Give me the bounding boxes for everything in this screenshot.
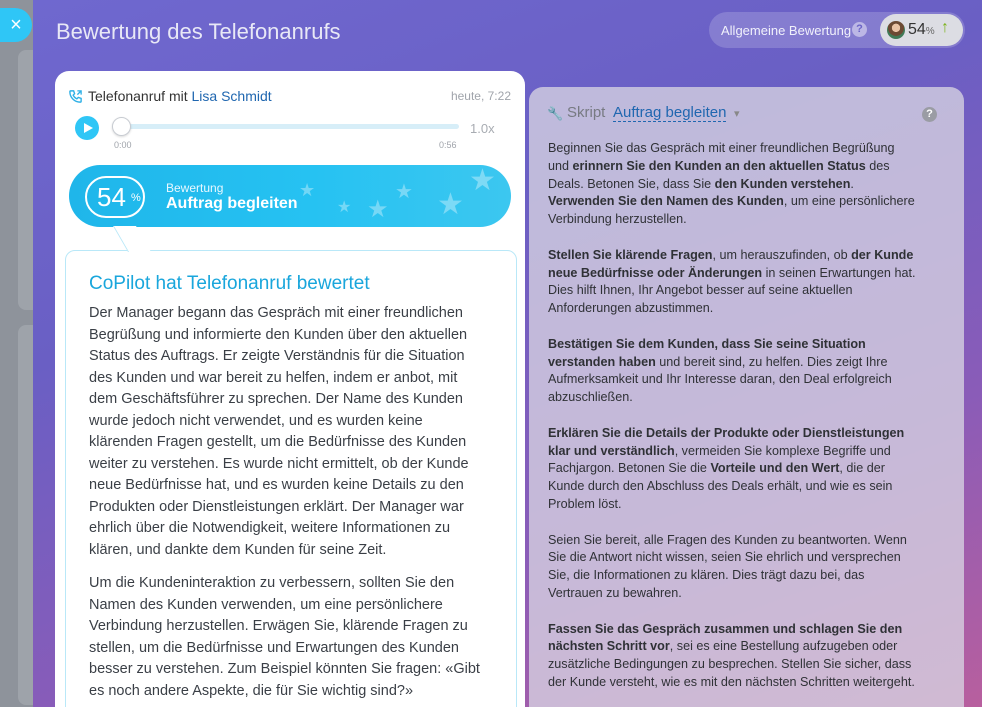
script-emphasis: erinnern Sie den Kunden an den aktuellen Status [572,158,866,173]
overall-rating-label: Allgemeine Bewertung [721,23,852,38]
star-decoration-icon: ★ [299,180,316,200]
score-banner [69,165,511,227]
call-title [88,88,272,104]
script-text-run: des Deals. Betonen Sie, dass Sie [548,158,890,191]
script-paragraph [548,140,916,229]
chevron-down-icon[interactable]: ▾ [734,108,740,120]
overall-rating-pill[interactable] [709,12,965,48]
script-emphasis: Fassen Sie das Gespräch zusammen und schlagen Sie den nächsten Schritt vor [548,621,903,654]
script-emphasis: Bestätigen Sie dem Kunden, dass Sie seine Situation verstanden haben [548,336,866,369]
script-paragraph [548,621,916,692]
script-emphasis: den Kunden verstehen [714,176,851,191]
script-text-run: in seinen Erwartungen hat. Dies hilft Ihnen, Ihr Angebot besser auf seine aktuellen Anforderungen abzustimmen. [548,265,916,316]
evaluation-box-pointer [113,226,151,252]
script-paragraph [548,532,916,603]
script-text-run: , um eine persönlichere Verbindung herzustellen. [548,194,915,227]
script-emphasis: der Kunde neue Bedürfnisse oder Änderungen [548,247,914,280]
avatar [887,21,905,39]
script-text-run: , um herauszufinden, ob [712,247,852,262]
star-decoration-icon: ★ [437,188,464,221]
script-text-run: Beginnen Sie das Gespräch mit einer freundlichen Begrüßung und [548,141,895,173]
phone-call-icon [68,89,83,104]
evaluation-title: CoPilot hat Telefonanruf bewertet [89,273,370,294]
score-label: Bewertung [166,181,224,195]
play-button[interactable] [75,116,99,140]
audio-progress-handle[interactable] [112,117,131,136]
evaluation-paragraph: Der Manager begann das Gespräch mit einer freundlichen Begrüßung und informierte den Kunden über den aktuellen Status des Auftrags. Er zeigte Verständnis für die Situation des Kunden und war bereit zu helfen, indem er anbot, mit dem Geschäftsführer zu sprechen. Der Name des Kunden wurde jedoch nicht verwendet, und es wurden keine klärenden Fragen gestellt, um die Bedürfnisse des Kunden weiter zu verstehen. Es wurde nicht ermittelt, ob der Kunde neue Bedürfnisse hat, und es wurden keine Details zu den Produkten oder Dienstleistungen erklärt. Der Manager war ehrlich über die Notwendigkeit, weitere Informationen zu klären, und dankte dem Kunden für seine Zeit. [89,305,469,558]
script-card [529,87,964,707]
script-paragraph [548,336,916,407]
script-text-run: . [850,176,854,191]
call-evaluation-panel [33,0,982,707]
evaluation-paragraph: Um die Kundeninteraktion zu verbessern, sollten Sie den Namen des Kunden verwenden, um eine persönlichere Verbindung herzustellen. Erwägen Sie, klärende Fragen zu stellen, um die Bedürfnisse und Erwartungen des Kunden besser zu verstehen. Zum Beispiel könnten Sie fragen: «Gibt es noch andere Aspekte, die für Sie wichtig sind?» [89,575,480,699]
overall-score-value: 54% [908,21,935,38]
help-icon[interactable]: ? [852,22,867,37]
script-paragraph [548,247,916,318]
script-text-run: und bereit sind, zu helfen. Dies zeigt Ihre Aufmerksamkeit und Ihr Interesse daran, den Deal erfolgreich abzuschließen. [548,354,892,405]
script-text [548,140,916,707]
star-decoration-icon: ★ [337,199,352,216]
score-ring [85,176,145,218]
help-icon[interactable]: ? [922,107,937,122]
call-timestamp: heute, 7:22 [450,89,511,103]
star-decoration-icon: ★ [469,165,496,197]
overall-score-unit: % [925,26,935,37]
script-emphasis: Erklären Sie die Details der Produkte oder Dienstleistungen klar und verständlich [548,425,905,458]
star-decoration-icon: ★ [395,181,413,203]
script-text-run: Seien Sie bereit, alle Fragen des Kunden zu beantworten. Wenn Sie die Antwort nicht wissen, seien Sie ehrlich und versprechen Sie, die Informationen zu klären. Dies trägt dazu bei, das Vertrauen zu bewahren. [548,532,907,600]
script-text-run: , vermeiden Sie komplexe Begriffe und Fachjargon. Betonen Sie die [548,443,891,476]
call-title-prefix: Telefonanruf mit [88,88,188,104]
script-paragraph [548,425,916,514]
script-select-link[interactable]: Auftrag begleiten [613,104,727,121]
script-text-run: , die der Kunde durch den Abschluss des Deals erhält, und wie es sein Problem löst. [548,461,893,511]
trend-up-icon: ↑ [941,19,949,36]
evaluation-box [65,250,517,707]
script-text-run: , sei es eine Bestellung aufzugeben oder zusätzliche Bedingungen zu besprechen. Stellen Sie sicher, dass der Kunde versteht, wie es mit den nächsten Schritten weitergeht. [548,639,915,689]
page-title: Bewertung des Telefonanrufs [56,19,341,44]
score-unit: % [131,192,141,204]
evaluation-text [89,303,481,707]
star-decoration-icon: ★ [367,196,389,223]
script-label: Skript [567,104,606,121]
overall-score-chip[interactable] [880,14,963,46]
close-icon: × [10,14,22,36]
score-script-name: Auftrag begleiten [166,195,298,212]
audio-start-time: 0:00 [114,140,132,150]
script-emphasis: Vorteile und den Wert [710,461,840,476]
contact-link[interactable]: Lisa Schmidt [191,88,272,104]
audio-end-time: 0:56 [439,140,457,150]
score-value: 54 [97,182,126,212]
audio-progress-track[interactable] [121,124,459,129]
call-card [55,71,525,707]
script-emphasis: Stellen Sie klärende Fragen [548,247,713,262]
playback-speed[interactable]: 1.0x [470,121,495,136]
wrench-icon: 🔧 [547,106,564,121]
script-emphasis: Verwenden Sie den Namen des Kunden [548,194,784,209]
